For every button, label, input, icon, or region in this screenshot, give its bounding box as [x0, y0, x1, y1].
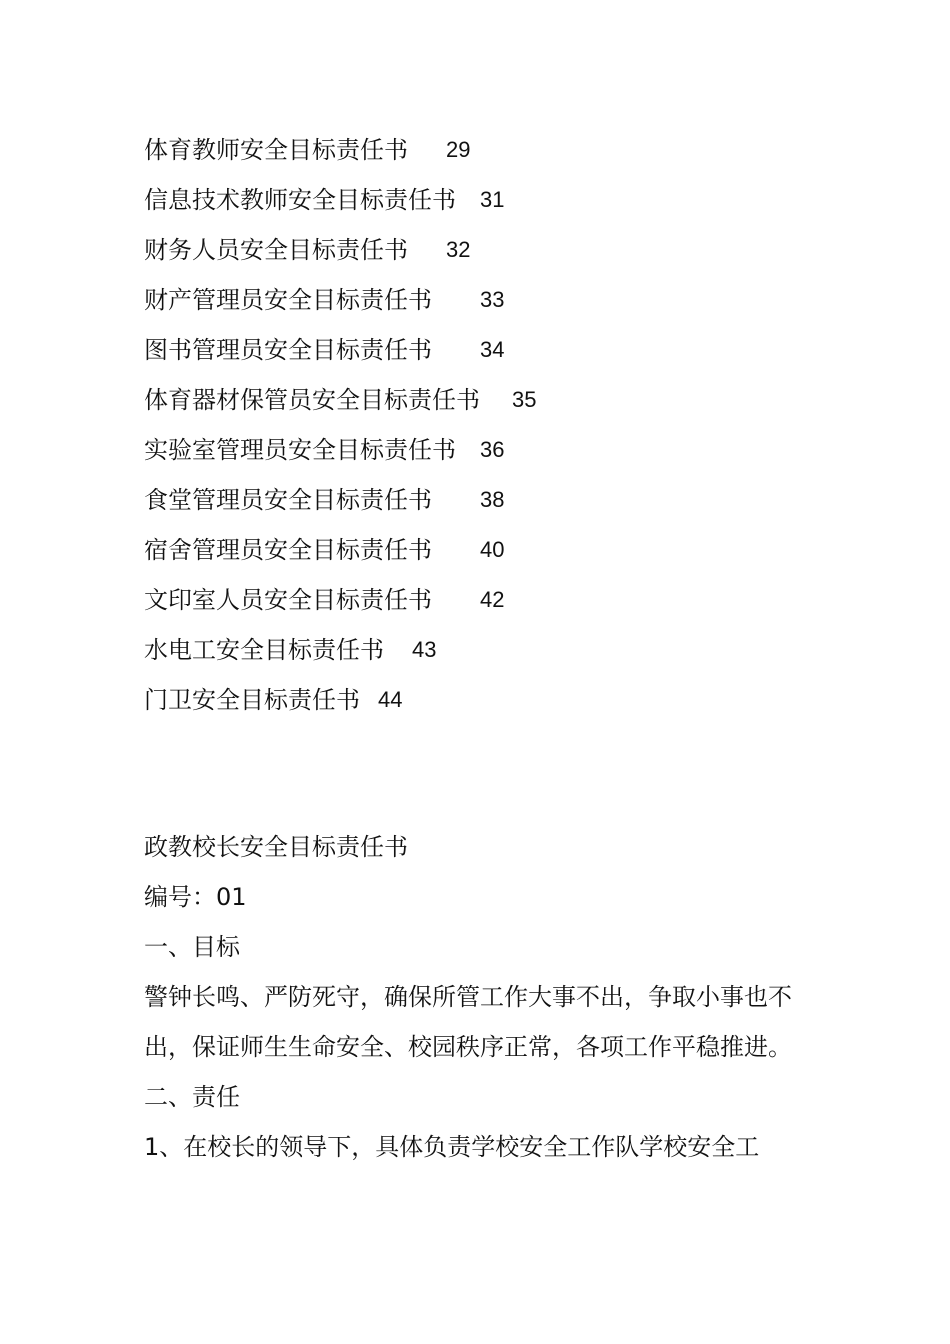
toc-entry-title: 文印室人员安全目标责任书	[144, 586, 432, 614]
toc-entry-title: 水电工安全目标责任书	[144, 636, 384, 664]
toc-entry-page: 32	[446, 237, 471, 262]
toc-entry-page: 40	[480, 537, 505, 562]
toc-entry-title: 食堂管理员安全目标责任书	[144, 486, 432, 514]
toc-entry-title: 信息技术教师安全目标责任书	[144, 186, 456, 214]
toc-entry-title: 宿舍管理员安全目标责任书	[144, 536, 432, 564]
toc-entry	[144, 625, 824, 675]
toc-entry-title: 图书管理员安全目标责任书	[144, 336, 432, 364]
toc-entry	[144, 675, 824, 725]
responsibility-item-1: 1、在校长的领导下，具体负责学校安全工作队学校安全工	[144, 1133, 760, 1161]
toc-entry	[144, 575, 824, 625]
toc-entry-page: 29	[446, 137, 471, 162]
section-number: 编号：01	[144, 883, 247, 911]
section-body	[144, 822, 814, 1172]
toc-entry-page: 42	[480, 587, 505, 612]
toc-entry	[144, 225, 824, 275]
table-of-contents	[144, 125, 824, 725]
toc-entry	[144, 175, 824, 225]
toc-entry-page: 44	[378, 687, 403, 712]
toc-entry-page: 43	[412, 637, 437, 662]
toc-entry-page: 33	[480, 287, 505, 312]
toc-entry-title: 财产管理员安全目标责任书	[144, 286, 432, 314]
toc-entry-title: 门卫安全目标责任书	[144, 686, 360, 714]
toc-entry	[144, 325, 824, 375]
toc-entry	[144, 125, 824, 175]
toc-entry	[144, 475, 824, 525]
toc-entry	[144, 375, 824, 425]
toc-entry-page: 38	[480, 487, 505, 512]
toc-entry-title: 财务人员安全目标责任书	[144, 236, 408, 264]
toc-entry-title: 实验室管理员安全目标责任书	[144, 436, 456, 464]
heading-goal: 一、目标	[144, 933, 240, 961]
toc-entry-title: 体育器材保管员安全目标责任书	[144, 386, 480, 414]
heading-responsibility: 二、责任	[144, 1083, 240, 1111]
toc-entry-page: 31	[480, 187, 505, 212]
toc-entry-page: 36	[480, 437, 505, 462]
toc-entry	[144, 525, 824, 575]
goal-paragraph: 警钟长鸣、严防死守，确保所管工作大事不出，争取小事也不出，保证师生生命安全、校园秩序正常，各项工作平稳推进。	[144, 983, 792, 1061]
toc-entry-title: 体育教师安全目标责任书	[144, 136, 408, 164]
section-title: 政教校长安全目标责任书	[144, 833, 408, 861]
toc-entry	[144, 275, 824, 325]
toc-entry-page: 35	[512, 387, 537, 412]
toc-entry	[144, 425, 824, 475]
toc-entry-page: 34	[480, 337, 505, 362]
